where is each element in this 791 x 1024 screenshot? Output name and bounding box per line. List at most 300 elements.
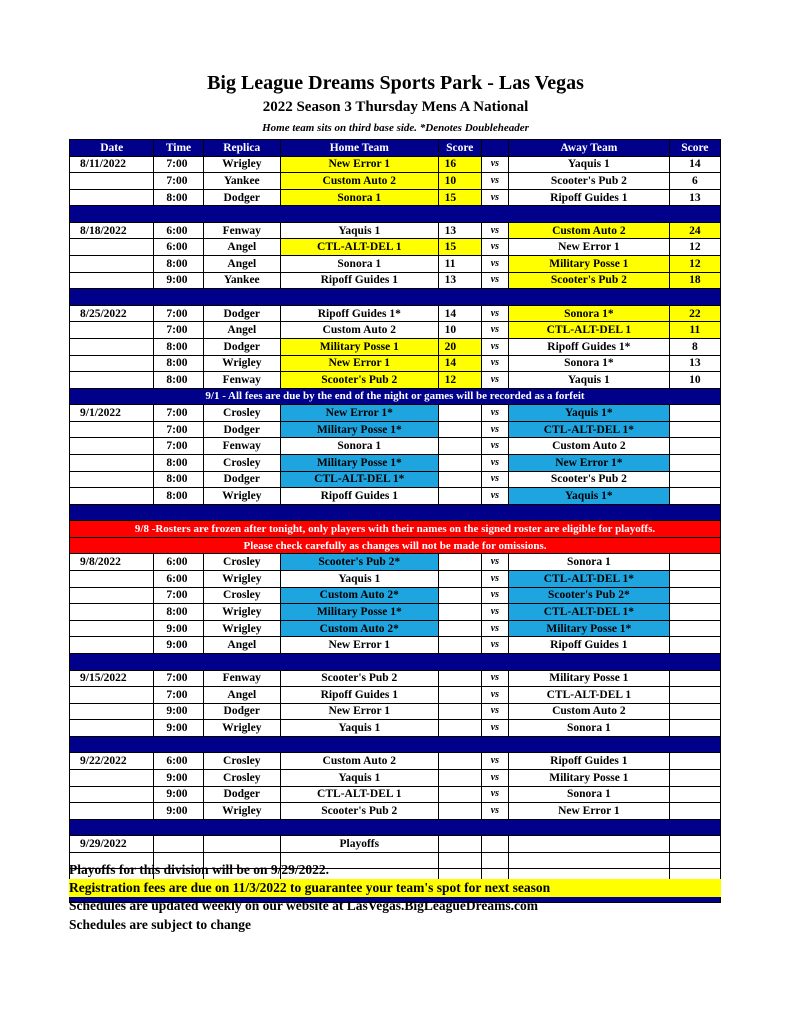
time-cell: 8:00: [154, 454, 203, 471]
vs-cell: vs: [481, 753, 508, 770]
table-row: [70, 571, 721, 588]
col-away-team: Away Team: [508, 140, 669, 157]
date-cell: [70, 637, 154, 654]
time-cell: 7:00: [154, 305, 203, 322]
date-cell: [70, 372, 154, 389]
vs-cell: vs: [481, 405, 508, 422]
separator-row: [70, 736, 721, 753]
replica-cell: Dodger: [203, 703, 280, 720]
vs-cell: vs: [481, 554, 508, 571]
time-cell: 8:00: [154, 372, 203, 389]
date-cell: 8/11/2022: [70, 156, 154, 173]
vs-cell: vs: [481, 372, 508, 389]
home-team-cell: Yaquis 1: [280, 571, 438, 588]
replica-cell: Angel: [203, 239, 280, 256]
table-row: [70, 670, 721, 687]
date-cell: [70, 786, 154, 803]
away-score-cell: [669, 421, 720, 438]
away-score-cell: [669, 604, 720, 621]
replica-cell: [203, 836, 280, 853]
home-team-cell: Custom Auto 2: [280, 322, 438, 339]
col-home-team: Home Team: [280, 140, 438, 157]
replica-cell: Fenway: [203, 222, 280, 239]
table-row: [70, 256, 721, 273]
replica-cell: Crosley: [203, 753, 280, 770]
home-score-cell: 15: [438, 189, 481, 206]
vs-cell: vs: [481, 322, 508, 339]
replica-cell: Angel: [203, 256, 280, 273]
date-cell: [70, 239, 154, 256]
vs-cell: vs: [481, 222, 508, 239]
away-score-cell: [669, 620, 720, 637]
away-score-cell: [669, 571, 720, 588]
col-date: Date: [70, 140, 154, 157]
separator-cell: [70, 289, 721, 306]
away-score-cell: [669, 786, 720, 803]
separator-cell: [70, 504, 721, 521]
time-cell: 9:00: [154, 720, 203, 737]
home-team-cell: Military Posse 1*: [280, 454, 438, 471]
replica-cell: Fenway: [203, 670, 280, 687]
home-team-cell: Sonora 1: [280, 256, 438, 273]
col-away-score: Score: [669, 140, 720, 157]
table-row: [70, 173, 721, 190]
time-cell: 9:00: [154, 769, 203, 786]
vs-cell: vs: [481, 156, 508, 173]
replica-cell: Dodger: [203, 421, 280, 438]
date-cell: [70, 587, 154, 604]
date-cell: [70, 769, 154, 786]
time-cell: 7:00: [154, 438, 203, 455]
time-cell: 7:00: [154, 405, 203, 422]
replica-cell: Fenway: [203, 438, 280, 455]
vs-cell: vs: [481, 256, 508, 273]
table-row: [70, 637, 721, 654]
away-team-cell: Military Posse 1: [508, 256, 669, 273]
table-row: [70, 703, 721, 720]
home-score-cell: [438, 620, 481, 637]
change-note: Schedules are subject to change: [69, 917, 251, 932]
table-row: [70, 156, 721, 173]
time-cell: 9:00: [154, 703, 203, 720]
vs-cell: vs: [481, 571, 508, 588]
away-team-cell: Sonora 1*: [508, 305, 669, 322]
date-cell: 9/29/2022: [70, 836, 154, 853]
replica-cell: Wrigley: [203, 803, 280, 820]
away-team-cell: Scooter's Pub 2: [508, 272, 669, 289]
date-cell: 9/15/2022: [70, 670, 154, 687]
home-score-cell: 12: [438, 372, 481, 389]
away-score-cell: 12: [669, 256, 720, 273]
home-score-cell: 13: [438, 272, 481, 289]
away-team-cell: Custom Auto 2: [508, 438, 669, 455]
date-cell: [70, 173, 154, 190]
replica-cell: Angel: [203, 637, 280, 654]
home-team-cell: Yaquis 1: [280, 720, 438, 737]
table-row: [70, 305, 721, 322]
away-score-cell: [669, 405, 720, 422]
date-cell: [70, 421, 154, 438]
replica-cell: Crosley: [203, 554, 280, 571]
time-cell: 7:00: [154, 687, 203, 704]
time-cell: 8:00: [154, 189, 203, 206]
playoffs-note: Playoffs for this division will be on 9/29/2022.: [69, 862, 330, 877]
vs-cell: vs: [481, 471, 508, 488]
separator-row: [70, 289, 721, 306]
table-row: [70, 454, 721, 471]
page-title: Big League Dreams Sports Park - Las Vegas: [207, 72, 584, 94]
home-team-cell: New Error 1*: [280, 405, 438, 422]
home-team-cell: Military Posse 1*: [280, 421, 438, 438]
time-cell: 6:00: [154, 753, 203, 770]
date-cell: [70, 703, 154, 720]
table-row: [70, 720, 721, 737]
date-cell: 9/22/2022: [70, 753, 154, 770]
schedule-body: [70, 156, 721, 902]
date-cell: [70, 571, 154, 588]
table-row: [70, 438, 721, 455]
col-replica: Replica: [203, 140, 280, 157]
away-team-cell: Scooter's Pub 2: [508, 173, 669, 190]
separator-row: [70, 819, 721, 836]
table-row: [70, 355, 721, 372]
table-row: [70, 405, 721, 422]
time-cell: 6:00: [154, 239, 203, 256]
table-row: [70, 620, 721, 637]
vs-cell: vs: [481, 438, 508, 455]
home-team-cell: Custom Auto 2*: [280, 620, 438, 637]
home-score-cell: [438, 554, 481, 571]
home-score-cell: [438, 753, 481, 770]
home-team-cell: Sonora 1: [280, 438, 438, 455]
home-score-cell: 16: [438, 156, 481, 173]
home-team-cell: New Error 1: [280, 637, 438, 654]
vs-cell: [481, 836, 508, 853]
home-score-cell: 13: [438, 222, 481, 239]
away-score-cell: 6: [669, 173, 720, 190]
away-team-cell: [508, 836, 669, 853]
time-cell: 9:00: [154, 803, 203, 820]
table-row: [70, 587, 721, 604]
away-score-cell: [669, 836, 720, 853]
home-team-cell: New Error 1: [280, 355, 438, 372]
home-score-cell: [438, 670, 481, 687]
time-cell: 8:00: [154, 471, 203, 488]
home-team-cell: Scooter's Pub 2: [280, 803, 438, 820]
time-cell: 8:00: [154, 256, 203, 273]
vs-cell: vs: [481, 620, 508, 637]
separator-cell: [70, 819, 721, 836]
away-score-cell: 12: [669, 239, 720, 256]
home-team-cell: CTL-ALT-DEL 1: [280, 239, 438, 256]
separator-row: [70, 206, 721, 223]
time-cell: 7:00: [154, 156, 203, 173]
time-cell: 8:00: [154, 355, 203, 372]
away-score-cell: [669, 753, 720, 770]
home-team-cell: Scooter's Pub 2: [280, 372, 438, 389]
replica-cell: Dodger: [203, 189, 280, 206]
away-score-cell: 24: [669, 222, 720, 239]
table-row: [70, 239, 721, 256]
home-team-cell: Playoffs: [280, 836, 438, 853]
away-team-cell: Ripoff Guides 1: [508, 189, 669, 206]
vs-cell: vs: [481, 786, 508, 803]
away-score-cell: [669, 587, 720, 604]
away-score-cell: [669, 803, 720, 820]
away-team-cell: Scooter's Pub 2*: [508, 587, 669, 604]
table-row: [70, 554, 721, 571]
home-score-cell: 11: [438, 256, 481, 273]
away-score-cell: [669, 670, 720, 687]
away-team-cell: [508, 852, 669, 869]
home-score-cell: [438, 471, 481, 488]
replica-cell: Angel: [203, 322, 280, 339]
home-team-cell: Ripoff Guides 1: [280, 488, 438, 505]
away-score-cell: 8: [669, 338, 720, 355]
date-cell: 8/18/2022: [70, 222, 154, 239]
replica-cell: Wrigley: [203, 156, 280, 173]
home-score-cell: [438, 405, 481, 422]
away-score-cell: [669, 454, 720, 471]
away-team-cell: Military Posse 1: [508, 670, 669, 687]
replica-cell: Dodger: [203, 471, 280, 488]
date-cell: [70, 322, 154, 339]
home-score-cell: [438, 769, 481, 786]
time-cell: 6:00: [154, 571, 203, 588]
away-team-cell: CTL-ALT-DEL 1*: [508, 421, 669, 438]
home-team-cell: Sonora 1: [280, 189, 438, 206]
date-cell: [70, 438, 154, 455]
home-score-cell: [438, 852, 481, 869]
home-score-cell: [438, 720, 481, 737]
table-row: [70, 786, 721, 803]
table-row: [70, 803, 721, 820]
table-row: [70, 338, 721, 355]
table-row: [70, 836, 721, 853]
replica-cell: Angel: [203, 687, 280, 704]
away-team-cell: Military Posse 1*: [508, 620, 669, 637]
schedule-table: [69, 139, 721, 903]
away-score-cell: [669, 769, 720, 786]
home-score-cell: [438, 488, 481, 505]
home-score-cell: [438, 786, 481, 803]
vs-cell: vs: [481, 803, 508, 820]
home-score-cell: [438, 836, 481, 853]
time-cell: 9:00: [154, 620, 203, 637]
alert-row: [70, 521, 721, 538]
home-team-cell: Ripoff Guides 1*: [280, 305, 438, 322]
home-score-cell: 10: [438, 173, 481, 190]
col-home-score: Score: [438, 140, 481, 157]
away-team-cell: CTL-ALT-DEL 1: [508, 687, 669, 704]
notice-text: 9/1 - All fees are due by the end of the night or games will be recorded as a forfeit: [70, 388, 721, 405]
vs-cell: vs: [481, 454, 508, 471]
replica-cell: Wrigley: [203, 604, 280, 621]
home-score-cell: [438, 438, 481, 455]
home-score-cell: [438, 587, 481, 604]
home-team-cell: Ripoff Guides 1: [280, 272, 438, 289]
vs-cell: vs: [481, 769, 508, 786]
date-cell: [70, 620, 154, 637]
table-header-row: [70, 140, 721, 157]
table-row: [70, 687, 721, 704]
time-cell: 7:00: [154, 322, 203, 339]
replica-cell: Wrigley: [203, 571, 280, 588]
away-team-cell: Ripoff Guides 1: [508, 637, 669, 654]
time-cell: 6:00: [154, 554, 203, 571]
home-team-cell: Military Posse 1: [280, 338, 438, 355]
away-team-cell: Sonora 1: [508, 720, 669, 737]
home-team-cell: Custom Auto 2: [280, 753, 438, 770]
home-score-cell: 14: [438, 305, 481, 322]
replica-cell: Crosley: [203, 769, 280, 786]
time-cell: 9:00: [154, 637, 203, 654]
replica-cell: Wrigley: [203, 620, 280, 637]
home-team-cell: CTL-ALT-DEL 1*: [280, 471, 438, 488]
date-cell: 9/1/2022: [70, 405, 154, 422]
replica-cell: Wrigley: [203, 720, 280, 737]
date-cell: [70, 338, 154, 355]
date-cell: [70, 604, 154, 621]
replica-cell: Dodger: [203, 786, 280, 803]
date-cell: [70, 355, 154, 372]
away-team-cell: Sonora 1: [508, 554, 669, 571]
away-team-cell: Ripoff Guides 1*: [508, 338, 669, 355]
away-team-cell: Yaquis 1*: [508, 488, 669, 505]
vs-cell: vs: [481, 189, 508, 206]
away-score-cell: [669, 720, 720, 737]
home-team-cell: Yaquis 1: [280, 222, 438, 239]
separator-row: [70, 504, 721, 521]
date-cell: 9/8/2022: [70, 554, 154, 571]
time-cell: 7:00: [154, 587, 203, 604]
away-team-cell: Yaquis 1: [508, 156, 669, 173]
vs-cell: vs: [481, 239, 508, 256]
away-score-cell: [669, 852, 720, 869]
replica-cell: Crosley: [203, 405, 280, 422]
table-row: [70, 488, 721, 505]
away-score-cell: [669, 488, 720, 505]
vs-cell: vs: [481, 173, 508, 190]
home-score-cell: [438, 687, 481, 704]
table-row: [70, 222, 721, 239]
alert-row: [70, 537, 721, 554]
home-team-cell: Custom Auto 2*: [280, 587, 438, 604]
replica-cell: Crosley: [203, 587, 280, 604]
home-score-cell: [438, 803, 481, 820]
separator-cell: [70, 206, 721, 223]
website-note: Schedules are updated weekly on our website at LasVegas.BigLeagueDreams.com: [69, 898, 539, 913]
home-score-cell: 15: [438, 239, 481, 256]
vs-cell: vs: [481, 338, 508, 355]
separator-cell: [70, 653, 721, 670]
vs-cell: vs: [481, 272, 508, 289]
home-score-cell: [438, 703, 481, 720]
home-team-cell: Ripoff Guides 1: [280, 687, 438, 704]
home-score-cell: 14: [438, 355, 481, 372]
alert-text: 9/8 -Rosters are frozen after tonight, only players with their names on the signed roster are eligible for playoffs.: [70, 521, 721, 538]
home-team-cell: Scooter's Pub 2: [280, 670, 438, 687]
vs-cell: vs: [481, 587, 508, 604]
home-team-cell: New Error 1: [280, 703, 438, 720]
home-score-cell: [438, 637, 481, 654]
date-cell: [70, 488, 154, 505]
table-row: [70, 189, 721, 206]
away-team-cell: Custom Auto 2: [508, 222, 669, 239]
away-team-cell: Sonora 1: [508, 786, 669, 803]
away-team-cell: CTL-ALT-DEL 1*: [508, 604, 669, 621]
away-score-cell: 11: [669, 322, 720, 339]
time-cell: 8:00: [154, 338, 203, 355]
away-team-cell: New Error 1*: [508, 454, 669, 471]
away-team-cell: CTL-ALT-DEL 1: [508, 322, 669, 339]
time-cell: 6:00: [154, 222, 203, 239]
home-score-cell: [438, 421, 481, 438]
away-team-cell: Yaquis 1*: [508, 405, 669, 422]
replica-cell: Wrigley: [203, 355, 280, 372]
vs-cell: vs: [481, 670, 508, 687]
vs-cell: vs: [481, 637, 508, 654]
away-score-cell: 22: [669, 305, 720, 322]
date-cell: 8/25/2022: [70, 305, 154, 322]
replica-cell: Crosley: [203, 454, 280, 471]
table-row: [70, 322, 721, 339]
date-cell: [70, 471, 154, 488]
table-row: [70, 753, 721, 770]
vs-cell: vs: [481, 421, 508, 438]
date-cell: [70, 256, 154, 273]
vs-cell: vs: [481, 720, 508, 737]
home-score-cell: [438, 604, 481, 621]
time-cell: 7:00: [154, 670, 203, 687]
home-score-cell: [438, 571, 481, 588]
date-cell: [70, 189, 154, 206]
alert-text: Please check carefully as changes will not be made for omissions.: [70, 537, 721, 554]
away-score-cell: [669, 438, 720, 455]
time-cell: 9:00: [154, 272, 203, 289]
vs-cell: vs: [481, 355, 508, 372]
replica-cell: Yankee: [203, 173, 280, 190]
date-cell: [70, 720, 154, 737]
away-team-cell: New Error 1: [508, 803, 669, 820]
away-score-cell: 13: [669, 189, 720, 206]
time-cell: [154, 836, 203, 853]
vs-cell: vs: [481, 488, 508, 505]
away-team-cell: Scooter's Pub 2: [508, 471, 669, 488]
replica-cell: Dodger: [203, 338, 280, 355]
date-cell: [70, 687, 154, 704]
away-score-cell: [669, 471, 720, 488]
away-score-cell: [669, 687, 720, 704]
table-row: [70, 372, 721, 389]
page-subtitle: 2022 Season 3 Thursday Mens A National: [262, 99, 529, 115]
away-team-cell: Sonora 1*: [508, 355, 669, 372]
separator-row: [70, 653, 721, 670]
col-vs: [481, 140, 508, 157]
separator-cell: [70, 736, 721, 753]
home-team-cell: New Error 1: [280, 156, 438, 173]
home-score-cell: 10: [438, 322, 481, 339]
away-team-cell: Ripoff Guides 1: [508, 753, 669, 770]
replica-cell: Fenway: [203, 372, 280, 389]
away-score-cell: [669, 637, 720, 654]
away-score-cell: 13: [669, 355, 720, 372]
vs-cell: [481, 852, 508, 869]
date-cell: [70, 803, 154, 820]
date-cell: [70, 454, 154, 471]
col-time: Time: [154, 140, 203, 157]
vs-cell: vs: [481, 604, 508, 621]
